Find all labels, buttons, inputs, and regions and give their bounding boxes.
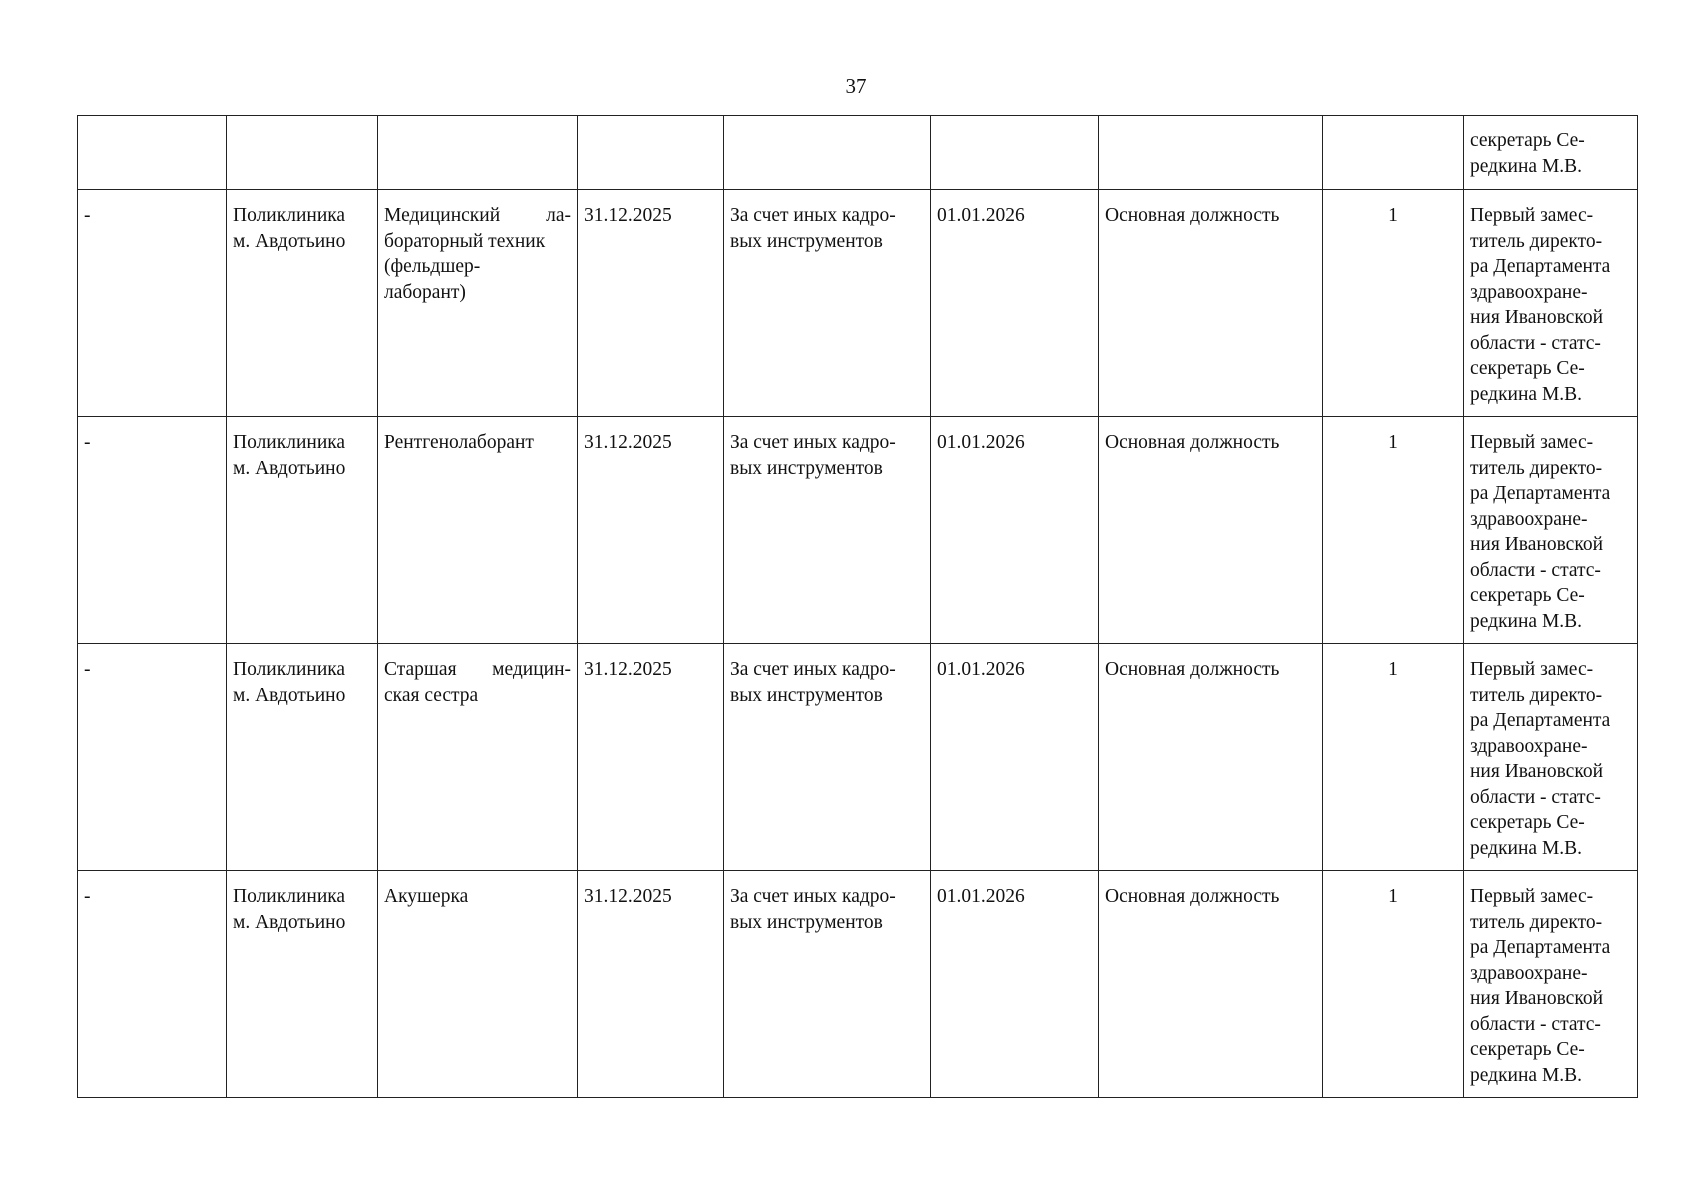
cell-subdivision-line: Поликлиника: [233, 659, 346, 680]
cell-source-line: За счет иных кадро-: [730, 432, 896, 453]
cell-position: [378, 871, 578, 1098]
cell-approver: [1464, 417, 1638, 644]
cell-source-line: вых инструментов: [730, 230, 883, 252]
table-row: [78, 417, 1638, 644]
cell-subdivision: [227, 644, 378, 871]
cell-subdivision-line: м. Авдотьино: [233, 457, 346, 479]
cell-approver-line: области - статс-: [1470, 786, 1601, 808]
cell-position-type: Основная должность: [1099, 871, 1323, 1098]
cell-position-type: Основная должность: [1099, 644, 1323, 871]
cell-col3: [378, 116, 578, 190]
cell-approver-line: редкина М.В.: [1470, 610, 1583, 632]
cell-position-type: Основная должность: [1099, 190, 1323, 417]
cell-position-line: Медицинский ла-: [384, 205, 571, 226]
cell-approver-line: здравоохране-: [1470, 508, 1588, 530]
cell-approver: [1464, 871, 1638, 1098]
cell-subdivision-line: Поликлиника: [233, 886, 346, 907]
cell-approver-line: ра Департамента: [1470, 256, 1611, 277]
cell-approver: [1464, 116, 1638, 190]
cell-deadline: 31.12.2025: [578, 417, 724, 644]
cell-approver-line: титель директо-: [1470, 911, 1603, 933]
cell-approver-line: Первый замес-: [1470, 886, 1594, 907]
table-row: [78, 644, 1638, 871]
cell-col2: [227, 116, 378, 190]
table-body: [78, 116, 1638, 1098]
cell-approver-line: ния Ивановской: [1470, 534, 1604, 555]
cell-number: -: [78, 871, 227, 1098]
cell-position-line: ская сестра: [384, 684, 479, 706]
approver-line: секретарь Се-: [1470, 130, 1585, 151]
cell-subdivision-line: Поликлиника: [233, 432, 346, 453]
cell-col4: [578, 116, 724, 190]
cell-approver-line: здравоохране-: [1470, 281, 1588, 303]
cell-deadline: 31.12.2025: [578, 190, 724, 417]
cell-approver-line: редкина М.В.: [1470, 383, 1583, 405]
cell-number: -: [78, 644, 227, 871]
approver-line: редкина М.В.: [1470, 155, 1583, 177]
cell-approver-line: секретарь Се-: [1470, 812, 1585, 833]
cell-approver: [1464, 190, 1638, 417]
cell-position-line: Старшая медицин-: [384, 659, 571, 680]
cell-approver-line: секретарь Се-: [1470, 358, 1585, 379]
table-row: [78, 190, 1638, 417]
cell-position-line: лаборант): [384, 281, 466, 303]
cell-start-date: 01.01.2026: [931, 417, 1099, 644]
cell-approver-line: ра Департамента: [1470, 937, 1611, 958]
cell-deadline: 31.12.2025: [578, 644, 724, 871]
cell-quantity: 1: [1323, 417, 1464, 644]
cell-source-line: За счет иных кадро-: [730, 205, 896, 226]
cell-approver-line: титель директо-: [1470, 230, 1603, 252]
cell-quantity: 1: [1323, 644, 1464, 871]
cell-quantity: 1: [1323, 871, 1464, 1098]
cell-approver-line: ра Департамента: [1470, 483, 1611, 504]
cell-source: [724, 644, 931, 871]
cell-approver-line: титель директо-: [1470, 457, 1603, 479]
cell-approver-line: ра Департамента: [1470, 710, 1611, 731]
cell-source-line: вых инструментов: [730, 684, 883, 706]
cell-approver-line: Первый замес-: [1470, 205, 1594, 226]
table-row: [78, 871, 1638, 1098]
cell-source-line: вых инструментов: [730, 911, 883, 933]
cell-col5: [724, 116, 931, 190]
cell-start-date: 01.01.2026: [931, 871, 1099, 1098]
cell-subdivision: [227, 417, 378, 644]
cell-source: [724, 417, 931, 644]
cell-col1: [78, 116, 227, 190]
cell-subdivision: [227, 871, 378, 1098]
cell-quantity: 1: [1323, 190, 1464, 417]
cell-approver-line: редкина М.В.: [1470, 1064, 1583, 1086]
cell-col7: [1099, 116, 1323, 190]
cell-subdivision-line: м. Авдотьино: [233, 230, 346, 252]
cell-source-line: вых инструментов: [730, 457, 883, 479]
cell-approver-line: Первый замес-: [1470, 659, 1594, 680]
page-number: 37: [845, 74, 867, 98]
cell-position-type: Основная должность: [1099, 417, 1323, 644]
cell-source: [724, 190, 931, 417]
cell-approver-line: секретарь Се-: [1470, 585, 1585, 606]
cell-approver-line: ния Ивановской: [1470, 761, 1604, 782]
cell-approver-line: здравоохране-: [1470, 962, 1588, 984]
cell-approver-line: редкина М.В.: [1470, 837, 1583, 859]
cell-approver: [1464, 644, 1638, 871]
cell-col6: [931, 116, 1099, 190]
cell-approver-line: титель директо-: [1470, 684, 1603, 706]
cell-approver-line: области - статс-: [1470, 1013, 1601, 1035]
cell-subdivision-line: Поликлиника: [233, 205, 346, 226]
cell-start-date: 01.01.2026: [931, 644, 1099, 871]
cell-position-line: бораторный техник: [384, 230, 546, 252]
cell-approver-line: ния Ивановской: [1470, 988, 1604, 1009]
cell-col8: [1323, 116, 1464, 190]
cell-position: [378, 644, 578, 871]
cell-subdivision-line: м. Авдотьино: [233, 684, 346, 706]
cell-position-line: (фельдшер-: [384, 256, 481, 277]
cell-approver-line: области - статс-: [1470, 332, 1601, 354]
cell-approver-line: ния Ивановской: [1470, 307, 1604, 328]
cell-approver-line: здравоохране-: [1470, 735, 1588, 757]
cell-approver-line: секретарь Се-: [1470, 1039, 1585, 1060]
cell-source-line: За счет иных кадро-: [730, 886, 896, 907]
cell-source: [724, 871, 931, 1098]
cell-number: -: [78, 417, 227, 644]
cell-position-line: Акушерка: [384, 886, 469, 907]
positions-table: [77, 115, 1638, 1098]
cell-subdivision: [227, 190, 378, 417]
cell-start-date: 01.01.2026: [931, 190, 1099, 417]
cell-approver-line: Первый замес-: [1470, 432, 1594, 453]
cell-number: -: [78, 190, 227, 417]
cell-subdivision-line: м. Авдотьино: [233, 911, 346, 933]
cell-deadline: 31.12.2025: [578, 871, 724, 1098]
cell-position: [378, 417, 578, 644]
cell-position-line: Рентгенолаборант: [384, 432, 534, 453]
cell-source-line: За счет иных кадро-: [730, 659, 896, 680]
cell-position: [378, 190, 578, 417]
table-row-continuation: [78, 116, 1638, 190]
cell-approver-line: области - статс-: [1470, 559, 1601, 581]
